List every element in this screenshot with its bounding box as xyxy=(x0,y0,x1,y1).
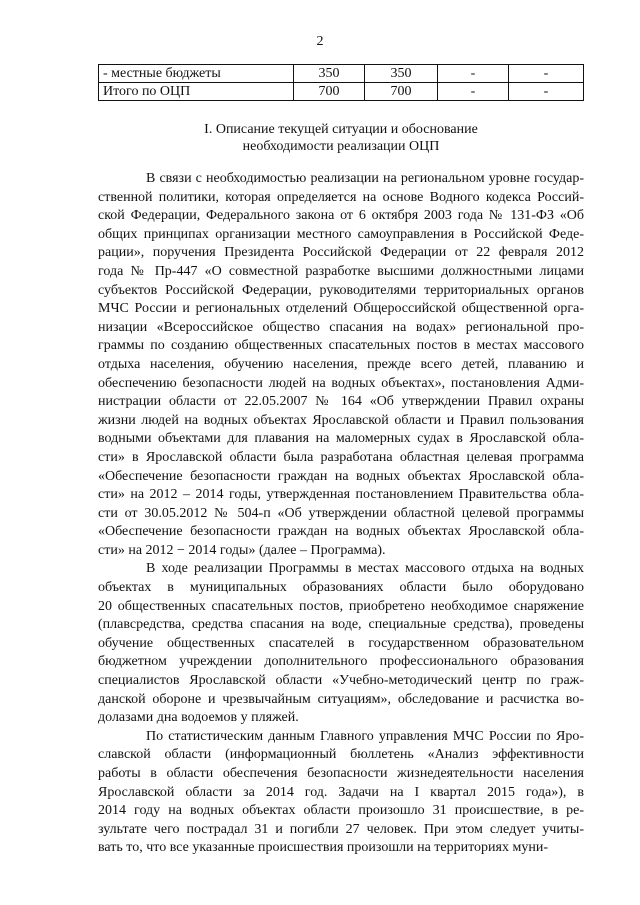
paragraph-line: вать то, что все указанные происшествия произошли на территориях муни- xyxy=(98,840,548,856)
paragraph-line: сти» на 2012 − 2014 годы» (далее – Программа). xyxy=(98,542,386,558)
table-cell: - xyxy=(509,83,584,101)
paragraph-line: «Обеспечение безопасности граждан на водных объектах Ярославской обла- xyxy=(98,468,584,484)
table-cell: - xyxy=(438,83,509,101)
paragraph-line: (плавсредства, средства спасания на воде, специальные средства), проведены xyxy=(98,617,584,633)
paragraph-line: ственной политики, которая определяется на основе Водного кодекса Россий- xyxy=(98,189,584,205)
paragraph-line: По статистическим данным Главного управления МЧС России по Яро- xyxy=(146,728,584,744)
section-title-line: необходимости реализации ОЦП xyxy=(242,139,440,154)
paragraph-line: В связи с необходимостью реализации на региональном уровне государ- xyxy=(146,171,584,186)
paragraph-line: сти от 30.05.2012 № 504-п «Об утверждении областной целевой программы xyxy=(98,505,584,521)
paragraph-line: Ярославской области за 2014 год. Задачи на I квартал 2015 года»), в xyxy=(98,784,584,800)
paragraph-line: МЧС России и региональных отделений Общероссийской общественной орга- xyxy=(98,301,584,317)
paragraph-line: года № Пр-447 «О совместной разработке высшими должностными лицами xyxy=(98,263,584,279)
table-cell: - xyxy=(438,65,509,83)
paragraph-line: «Обеспечение безопасности граждан на водных объектах Ярославской обла- xyxy=(98,524,584,540)
table-cell: 700 xyxy=(365,83,438,101)
paragraph xyxy=(98,728,584,858)
table-row xyxy=(99,65,584,83)
table-cell: 350 xyxy=(365,65,438,83)
paragraph-line: обеспечению безопасности людей на водных объектах», постановления Адми- xyxy=(98,375,584,391)
paragraph-line: отдыха населения, обучению населения, прежде всего детей, плаванию и xyxy=(98,356,584,372)
paragraph-line: общих принципах организации местного самоуправления в Российской Феде- xyxy=(98,226,584,242)
paragraph-line: данской обороне и чрезвычайным ситуациям», обследование и расчистка во- xyxy=(98,691,584,707)
paragraph xyxy=(98,170,584,560)
paragraph-line: субъектов Российской Федерации, руководителями территориальных органов xyxy=(98,282,584,298)
paragraph-line: славской области (информационный бюллетень «Анализ эффективности xyxy=(98,747,584,763)
paragraph-line: обучение общественных спасателей в государственном образовательном xyxy=(98,635,584,651)
paragraph-line: ской Федерации, Федерального закона от 6 октября 2003 года № 131-ФЗ «Об xyxy=(98,208,584,224)
paragraph-line: рации», поручения Президента Российской Федерации от 22 февраля 2012 xyxy=(98,245,584,261)
paragraph-line: долазами дна водоемов у пляжей. xyxy=(98,710,299,726)
paragraph-line: специалистов Ярославской области «Учебно-методический центр по граж- xyxy=(98,673,584,689)
table-cell: - xyxy=(509,65,584,83)
section-title xyxy=(98,121,584,155)
paragraph-line: водными объектами для плавания на маломерных судах в Ярославской обла- xyxy=(98,431,584,447)
table-row xyxy=(99,83,584,101)
paragraph-line: 20 общественных спасательных постов, приобретено необходимое снаряжение xyxy=(98,598,584,614)
body-text xyxy=(98,170,584,858)
paragraph-line: бюджетном учреждении дополнительного профессионального образования xyxy=(98,654,584,670)
table-cell: 350 xyxy=(294,65,365,83)
paragraph-line: 2014 году на водных объектах области произошло 31 происшествие, в ре- xyxy=(98,803,584,819)
paragraph-line: сти» на 2012 – 2014 годы, утвержденная постановлением Правительства обла- xyxy=(98,487,584,503)
paragraph xyxy=(98,560,584,727)
paragraph-line: жизни людей на водных объектах Ярославской области и Правил пользования xyxy=(98,412,584,428)
paragraph-line: низации «Всероссийское общество спасания на водах» региональной про- xyxy=(98,319,584,335)
paragraph-line: работы в области обеспечения безопасности жизнедеятельности населения xyxy=(98,766,584,781)
paragraph-line: объектах в муниципальных образованиях области было оборудовано xyxy=(98,580,584,596)
section-title-line: I. Описание текущей ситуации и обоснование xyxy=(204,122,478,137)
paragraph-line: сти» в Ярославской области была разработана областная целевая программа xyxy=(98,449,584,465)
paragraph-line: В ходе реализации Программы в местах массового отдыха на водных xyxy=(146,561,584,577)
budget-table xyxy=(98,64,584,101)
paragraph-line: нистрации области от 22.05.2007 № 164 «Об утверждении Правил охраны xyxy=(98,394,584,410)
paragraph-line: зультате чего пострадал 31 и погибли 27 человек. При этом следует учиты- xyxy=(98,821,584,837)
page-number: 2 xyxy=(316,34,324,49)
table-cell: Итого по ОЦП xyxy=(99,83,294,101)
paragraph-line: граммы по созданию общественных спасательных постов в местах массового xyxy=(98,338,584,354)
table-cell: 700 xyxy=(294,83,365,101)
table-cell: - местные бюджеты xyxy=(99,65,294,83)
